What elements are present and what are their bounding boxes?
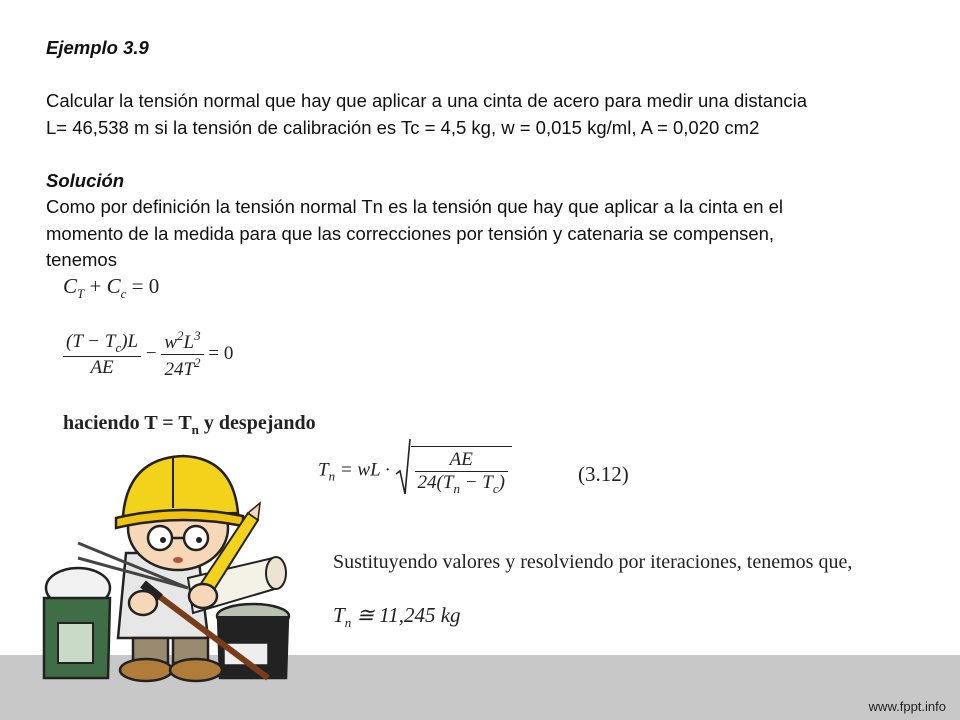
eq2-den2-exp: 2 xyxy=(194,355,201,370)
result-text: Sustituyendo valores y resolviendo por iteraciones, tenemos que, xyxy=(333,551,853,573)
eq2-fraction-1 xyxy=(63,331,141,379)
solution-heading: Solución xyxy=(46,169,125,191)
eq312-den-b: − T xyxy=(459,471,493,493)
solution-line-3: tenemos xyxy=(46,249,117,270)
result-lhs-sub: n xyxy=(344,615,352,630)
step-text-a: haciendo T = T xyxy=(63,412,192,434)
eq1-cc-sub: c xyxy=(120,286,127,301)
solution-line-1: Como por definición la tensión normal Tn es la tensión que hay que aplicar a la cinta en el xyxy=(46,196,784,217)
equation-3-12 xyxy=(318,438,512,504)
step-text xyxy=(63,412,316,438)
eq2-w-exp: 2 xyxy=(177,328,184,343)
sqrt-icon xyxy=(395,438,411,504)
eq1-rhs: = 0 xyxy=(126,274,160,298)
eq2-den1: AE xyxy=(90,356,114,378)
eq1-ct: C xyxy=(63,274,78,298)
eq2-num1: (T − T xyxy=(66,330,116,352)
step-text-b: y despejando xyxy=(198,412,316,434)
footer-url: www.fppt.info xyxy=(868,699,946,714)
equation-balance xyxy=(63,274,159,302)
engineer-illustration xyxy=(38,438,298,698)
result-lhs: T xyxy=(333,603,345,627)
bucket-icon xyxy=(44,568,110,678)
problem-line-1: Calcular la tensión normal que hay que aplicar a una cinta de acero para medir una distancia xyxy=(46,90,808,111)
result-equation xyxy=(333,603,461,631)
eq2-minus: − xyxy=(145,342,157,364)
eq312-den-a: 24(T xyxy=(417,471,454,493)
step-text-sub: n xyxy=(191,422,199,437)
eq1-cc: C xyxy=(106,274,121,298)
radicand xyxy=(411,446,512,497)
eq312-eq: = wL · xyxy=(335,459,390,481)
eq312-den-sub2: c xyxy=(492,480,499,496)
eq2-l-exp: 3 xyxy=(194,328,201,343)
eq312-lhs: T xyxy=(318,459,329,481)
eq312-fraction xyxy=(415,449,508,497)
equation-number: (3.12) xyxy=(578,462,629,486)
example-heading: Ejemplo 3.9 xyxy=(46,37,149,58)
problem-line-2: L= 46,538 m si la tensión de calibración es Tc = 4,5 kg, w = 0,015 kg/ml, A = 0,020 cm2 xyxy=(46,116,760,138)
eq312-den-c: ) xyxy=(498,471,505,493)
eq2-num1-sub: c xyxy=(115,339,122,355)
helmet-icon xyxy=(123,456,238,516)
eq1-plus: + xyxy=(84,274,107,298)
eq2-w: w xyxy=(164,332,178,353)
eq2-fraction-2 xyxy=(161,328,203,381)
eq1-ct-sub: T xyxy=(77,286,85,301)
eq2-den2: 24T xyxy=(164,359,195,380)
eq2-l: L xyxy=(183,332,195,353)
problem-text xyxy=(46,35,946,274)
result-value: ≅ 11,245 kg xyxy=(351,603,461,627)
eq312-num: AE xyxy=(415,449,508,472)
equation-corrections xyxy=(63,328,233,381)
eq2-num1-end: )L xyxy=(121,330,139,352)
solution-line-2: momento de la medida para que las correcciones por tensión y catenaria se compensen, xyxy=(46,222,775,244)
eq312-lhs-sub: n xyxy=(328,468,336,484)
eq2-rhs: = 0 xyxy=(208,342,234,364)
eq312-den-sub1: n xyxy=(453,480,460,496)
